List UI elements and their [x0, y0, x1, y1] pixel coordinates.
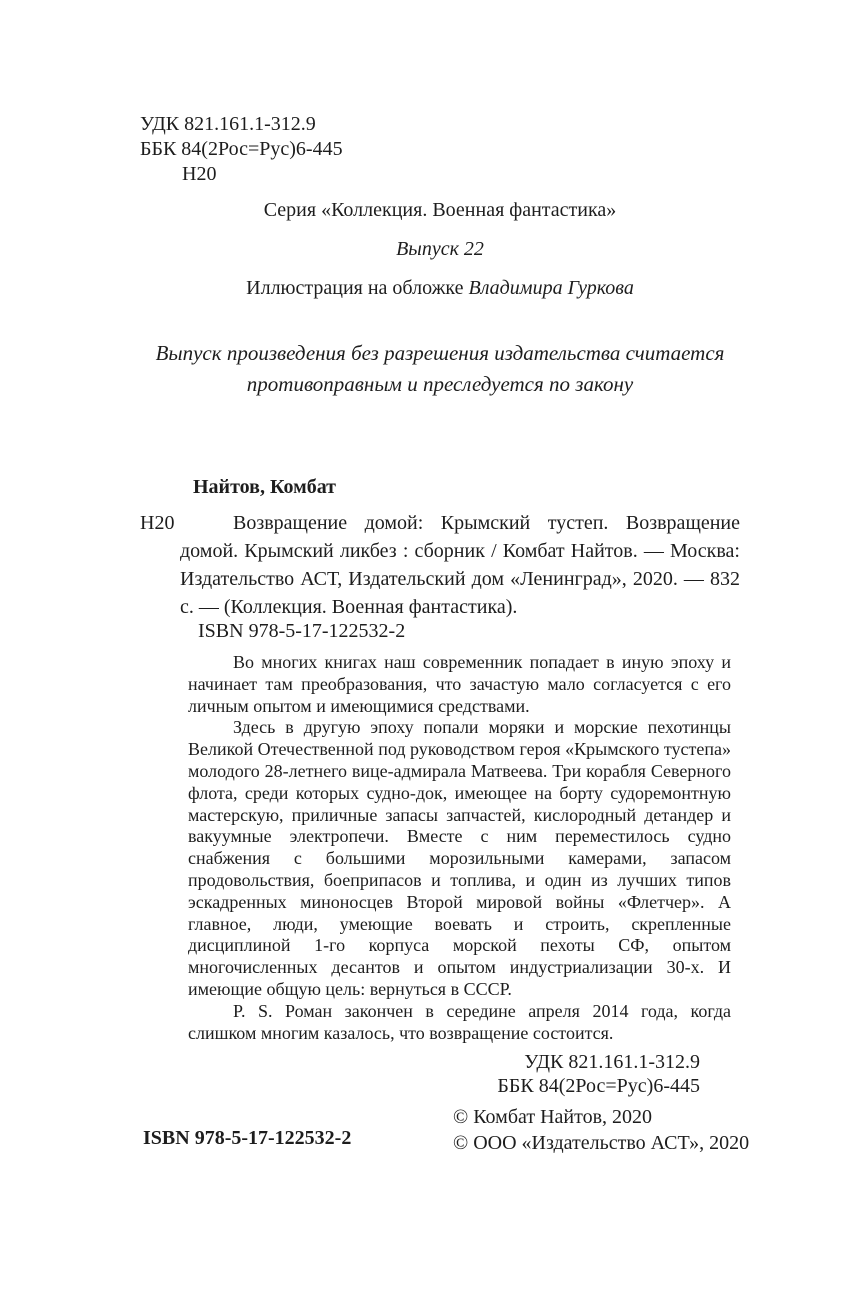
isbn-number: ISBN 978-5-17-122532-2 [198, 620, 406, 642]
copyright-publisher: © ООО «Издательство АСТ», 2020 [453, 1132, 750, 1154]
illustration-credit-prefix: Иллюстрация на обложке [246, 277, 464, 299]
annotation-paragraph: Во многих книгах наш современник попадает в иную эпоху и начинает там преобразования, что зачастую мало согласуется с его личным опытом и имеющимися средствами. [188, 652, 731, 716]
series-title: Серия «Коллекция. Военная фантастика» [263, 199, 617, 221]
annotation-paragraph: P. S. Роман закончен в середине апреля 2014 года, когда слишком многим казалось, что возвращение состоится. [188, 1000, 731, 1043]
illustration-artist-name: Владимира Гуркова [468, 277, 634, 299]
top-classification-codes [140, 112, 343, 187]
catalog-author-heading: Найтов, Комбат [193, 476, 336, 498]
catalog-author-code: Н20 [140, 512, 175, 534]
piracy-legal-notice: Выпуск произведения без разрешения издательства считается противоправным и преследуется по закону [155, 341, 725, 396]
cover-illustration-credit [140, 277, 740, 300]
annotation-block [188, 652, 731, 1044]
copyright-author: © Комбат Найтов, 2020 [453, 1106, 653, 1128]
udk-code: УДК 821.161.1-312.9 [140, 113, 316, 135]
annotation-paragraph: Здесь в другую эпоху попали моряки и морские пехотинцы Великой Отечественной под руководством героя «Крымского тустепа» молодого 28-летнего вице-адмирала Матвеева. Три корабля Северного флота, среди которых судно-док, имеющее на борту судоремонтную мастерскую, приличные запасы запчастей, кислородный детандер и вакуумные электропечи. Вместе с ним переместилось судно снабжения с большими морозильными камерами, запасом продовольствия, боеприпасов и топлива, и один из лучших типов эскадренных миноносцев Второй мировой войны «Флетчер». А главное, люди, умеющие воевать и строить, скрепленные дисциплиной 1-го корпуса морской пехоты СФ, опытом многочисленных десантов и опытом индустриализации 30-х. И имеющие общую цель: вернуться в СССР. [188, 717, 731, 999]
bibliographic-description: Возвращение домой: Крымский тустеп. Возвращение домой. Крымский ликбез : сборник / Комбат Найтов. — Москва: Издательство АСТ, Издательский дом «Ленинград», 2020. — 832 с. — (Коллекция. Военная фантастика). [180, 512, 740, 618]
isbn-footer: ISBN 978-5-17-122532-2 [143, 1127, 352, 1149]
copyright-block [453, 1104, 749, 1156]
bottom-classification-codes [140, 1050, 700, 1098]
udk-code-bottom: УДК 821.161.1-312.9 [524, 1051, 700, 1073]
catalog-entry [140, 509, 740, 621]
bbk-code-bottom: ББК 84(2Рос=Рус)6-445 [497, 1075, 700, 1097]
author-sign-code: Н20 [182, 163, 217, 185]
series-issue-number: Выпуск 22 [396, 238, 484, 260]
bbk-code: ББК 84(2Рос=Рус)6-445 [140, 138, 343, 160]
